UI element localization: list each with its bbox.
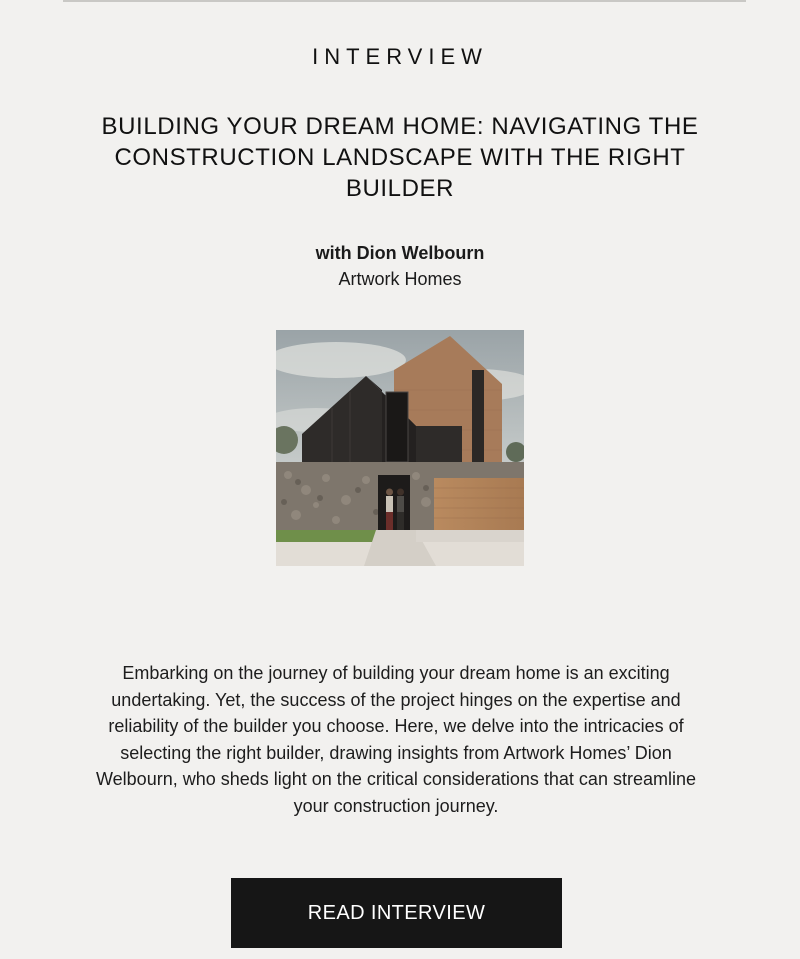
section-label: INTERVIEW: [312, 44, 488, 69]
interviewee-company: Artwork Homes: [338, 269, 462, 289]
interviewee-byline: with Dion Welbourn: [315, 243, 485, 263]
house-rendering-image: [276, 330, 524, 566]
top-divider: [63, 0, 746, 2]
read-interview-button[interactable]: READ INTERVIEW: [231, 878, 562, 948]
article-headline: BUILDING YOUR DREAM HOME: NAVIGATING THE CONSTRUCTION LANDSCAPE WITH THE RIGHT BUILDER: [101, 113, 699, 202]
article-summary: Embarking on the journey of building your dream home is an exciting undertaking. Yet, the success of the project hinges on the expertise and reliability of the builder you choose. Here, we delve into the intricacies of selecting the right builder, drawing insights from Artwork Homes’ Dion Welbourn, who sheds light on the critical considerations that can streamline your construction journey.: [96, 663, 696, 816]
